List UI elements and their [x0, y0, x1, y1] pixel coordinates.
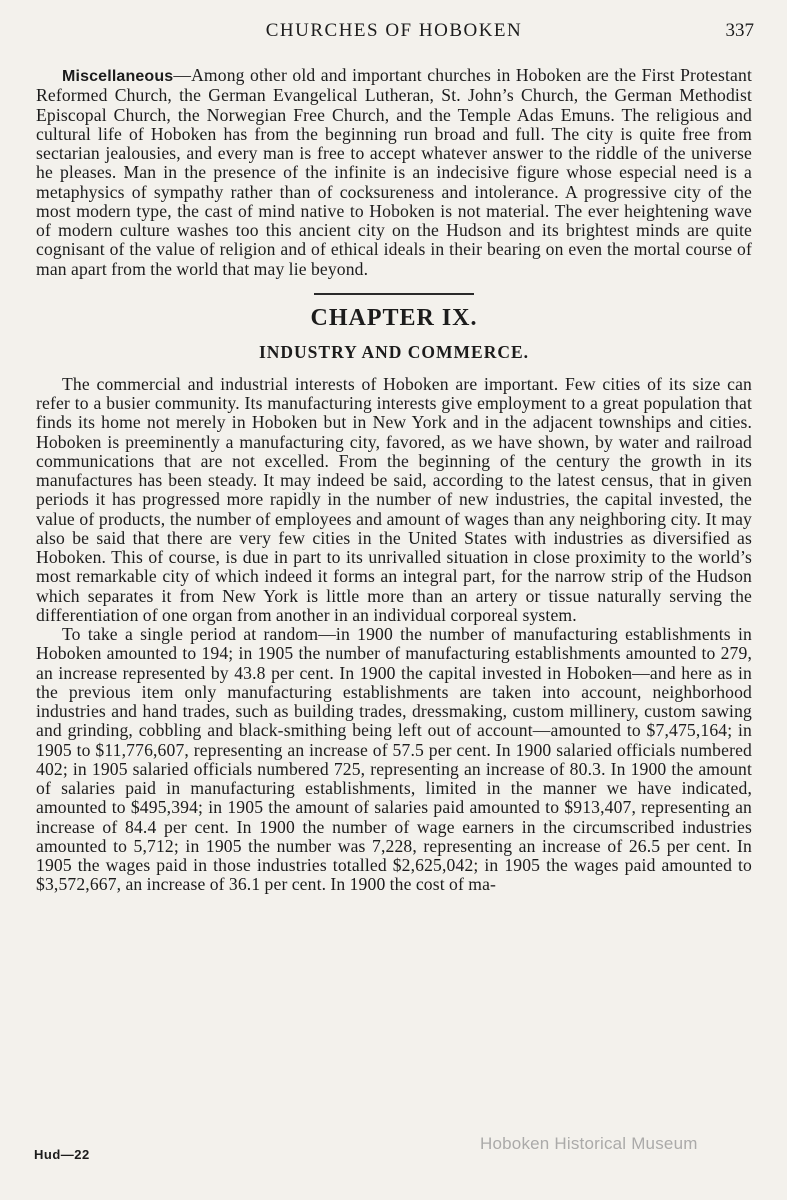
chapter-subtitle: INDUSTRY AND COMMERCE. — [258, 341, 530, 362]
section-divider — [314, 293, 474, 295]
running-title: CHURCHES OF HOBOKEN — [265, 20, 523, 41]
running-head — [36, 18, 752, 48]
body-paragraph: To take a single period at random—in 1900 the number of manufacturing establishments in Hoboken amounted to 194; in 1905 the number of manufacturing establishments amounted to 279, an increase represented by 43.8 per cent. In 1900 the capital invested in Hoboken—and here as in the previous item only manufacturing establishments are taken into account, neighborhood industries and hand trades, such as building trades, dressmaking, custom millinery, custom sawing and grinding, cobbling and black-smithing being left out of account—amounted to $7,475,164; in 1905 to $11,776,607, representing an increase of 57.5 per cent. In 1900 salaried officials numbered 402; in 1905 salaried officials numbered 725, representing an increase of 80.3. In 1900 the amount of salaries paid in manufacturing establishments, limited in the manner we have indicated, amounted to $495,394; in 1905 the amount of salaries paid amounted to $913,407, representing an increase of 84.4 per cent. In 1900 the number of wage earners in the circumscribed industries amounted to 5,712; in 1905 the number was 7,228, representing an increase of 26.5 per cent. In 1905 the wages paid in those industries totalled $2,625,042; in 1905 the wages paid amounted to $3,572,667, an increase of 36.1 per cent. In 1900 the cost of ma- — [36, 624, 752, 895]
paragraph-text: —Among other old and important churches in Hoboken are the First Protestant Reformed Church, the German Evangelical Lutheran, St. John’s Church, the German Methodist Episcopal Church, the Norwegian Free Church, and the Temple Adas Emuns. The religious and cultural life of Hoboken has from the beginning run broad and full. The city is quite free from sectarian jealousies, and every man is free to accept whatever answer to the riddle of the universe he pleases. Man in the presence of the infinite is an indecisive figure whose especial need is a metaphysics of sympathy rather than of cocksureness and intolerance. A progressive city of the most modern type, the cast of mind native to Hoboken is not material. The ever heightening wave of modern culture washes too this ancient city on the Hudson and its brightest minds are quite cognisant of the value of religion and of ethical ideals in their bearing on even the mortal course of man apart from the world that may lie beyond. — [36, 65, 752, 279]
miscellaneous-paragraph — [36, 66, 752, 279]
signature-mark: Hud—22 — [34, 1147, 90, 1162]
chapter-title: CHAPTER IX. — [310, 304, 478, 331]
body-paragraph: The commercial and industrial interests of Hoboken are important. Few cities of its size can refer to a busier community. Its manufacturing interests give employment to a great population that finds its home not merely in Hoboken but in New York and in the adjacent townships and cities. Hoboken is preeminently a manufacturing city, favored, as we have shown, by water and railroad communications that are not excelled. From the beginning of the century the growth in its manufactures has been steady. It may indeed be said, according to the latest census, that in given periods it has progressed more rapidly in the number of new industries, the capital invested, the value of products, the number of employees and amount of wages than any neighboring city. It may also be said that there are very few cities in the United States with industries as diversified as Hoboken. This of course, is due in part to its unrivalled situation in close proximity to the world’s most remarkable city of which indeed it forms an integral part, for the narrow strip of the Hudson which separates it from New York is little more than an artery or tissue naturally serving the differentiation of one organ from another in an individual corporeal system. — [36, 373, 752, 625]
book-page — [36, 18, 752, 1188]
watermark: Hoboken Historical Museum — [480, 1134, 698, 1153]
page-number: 337 — [725, 20, 754, 41]
paragraph-lead: Miscellaneous — [62, 68, 174, 85]
